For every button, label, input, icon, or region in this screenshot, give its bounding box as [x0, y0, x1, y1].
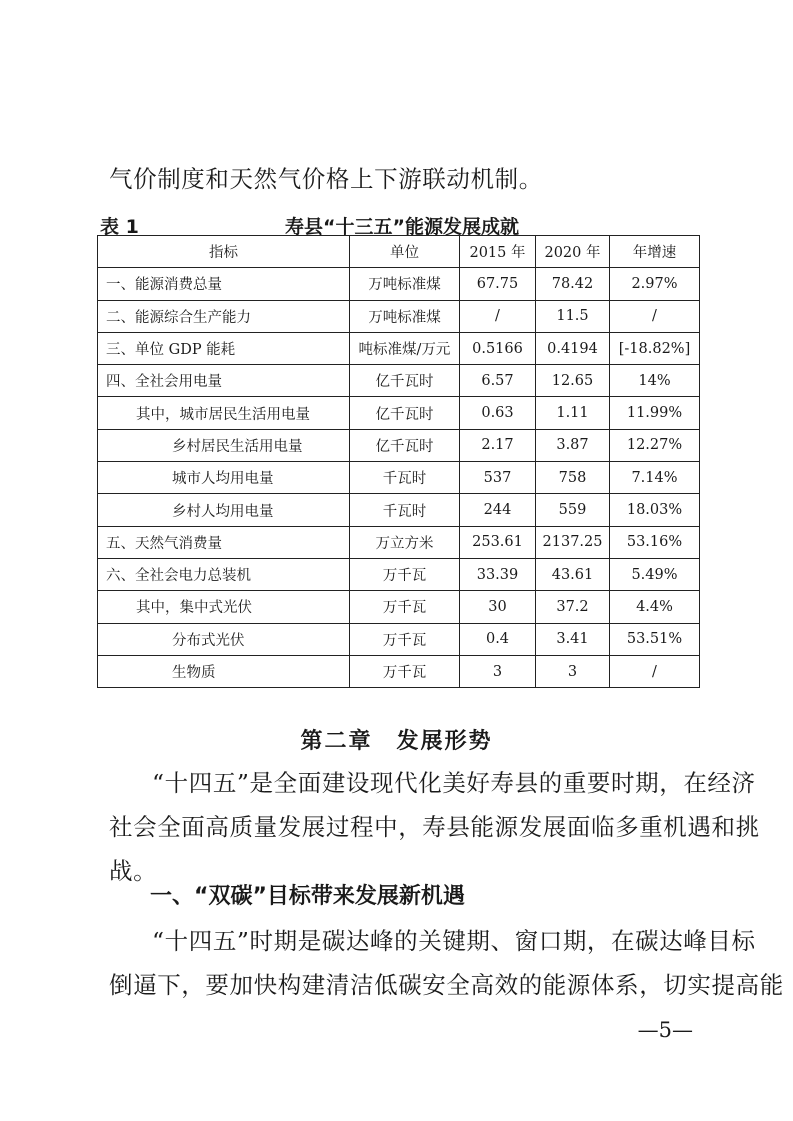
cell-indicator: 四、全社会用电量 — [98, 365, 350, 397]
cell-growth: / — [610, 300, 700, 332]
cell-growth: / — [610, 655, 700, 687]
paragraph-line: 倒逼下，要加快构建清洁低碳安全高效的能源体系，切实提高能 — [109, 971, 784, 999]
cell-unit: 万千瓦 — [350, 623, 460, 655]
cell-2015: 0.5166 — [460, 332, 536, 364]
cell-indicator: 其中，城市居民生活用电量 — [98, 397, 350, 429]
cell-unit: 万吨标准煤 — [350, 300, 460, 332]
cell-2020: 2137.25 — [536, 526, 610, 558]
cell-2020: 0.4194 — [536, 332, 610, 364]
paragraph-line: 社会全面高质量发展过程中，寿县能源发展面临多重机遇和挑 — [109, 813, 760, 841]
cell-growth: 53.16% — [610, 526, 700, 558]
table-header-row — [98, 236, 700, 268]
cell-2015: 537 — [460, 462, 536, 494]
cell-2015: 0.63 — [460, 397, 536, 429]
header-indicator: 指标 — [98, 236, 350, 268]
table-row — [98, 397, 700, 429]
cell-growth: 5.49% — [610, 558, 700, 590]
table-row — [98, 365, 700, 397]
cell-unit: 万千瓦 — [350, 655, 460, 687]
cell-indicator: 其中，集中式光伏 — [98, 591, 350, 623]
chapter-title: 第二章 发展形势 — [300, 729, 493, 754]
table-row — [98, 462, 700, 494]
cell-unit: 万立方米 — [350, 526, 460, 558]
cell-2020: 1.11 — [536, 397, 610, 429]
cell-2020: 11.5 — [536, 300, 610, 332]
cell-growth: 7.14% — [610, 462, 700, 494]
cell-indicator: 六、全社会电力总装机 — [98, 558, 350, 590]
table-row — [98, 558, 700, 590]
table-title: 寿县“十三五”能源发展成就 — [285, 216, 519, 238]
cell-unit: 千瓦时 — [350, 494, 460, 526]
header-2020: 2020 年 — [536, 236, 610, 268]
cell-growth: 14% — [610, 365, 700, 397]
cell-2020: 3.41 — [536, 623, 610, 655]
cell-2015: 2.17 — [460, 429, 536, 461]
paragraph-line: 战。 — [109, 857, 158, 885]
cell-indicator: 一、能源消费总量 — [98, 268, 350, 300]
cell-indicator: 分布式光伏 — [98, 623, 350, 655]
cell-indicator: 城市人均用电量 — [98, 462, 350, 494]
cell-growth: 4.4% — [610, 591, 700, 623]
energy-achievements-table — [97, 235, 700, 688]
table-row — [98, 300, 700, 332]
cell-unit: 亿千瓦时 — [350, 429, 460, 461]
table-row — [98, 494, 700, 526]
cell-2015: 67.75 — [460, 268, 536, 300]
table-row — [98, 268, 700, 300]
cell-unit: 亿千瓦时 — [350, 365, 460, 397]
table-row — [98, 623, 700, 655]
cell-2015: 6.57 — [460, 365, 536, 397]
table-row — [98, 526, 700, 558]
table-row — [98, 429, 700, 461]
cell-growth: [-18.82%] — [610, 332, 700, 364]
cell-unit: 万吨标准煤 — [350, 268, 460, 300]
cell-growth: 53.51% — [610, 623, 700, 655]
cell-indicator: 生物质 — [98, 655, 350, 687]
cell-2020: 3 — [536, 655, 610, 687]
cell-unit: 千瓦时 — [350, 462, 460, 494]
cell-2020: 559 — [536, 494, 610, 526]
cell-2020: 758 — [536, 462, 610, 494]
paragraph-line: “十四五”是全面建设现代化美好寿县的重要时期，在经济 — [152, 769, 756, 797]
cell-2020: 12.65 — [536, 365, 610, 397]
cell-indicator: 二、能源综合生产能力 — [98, 300, 350, 332]
header-growth: 年增速 — [610, 236, 700, 268]
cell-unit: 吨标准煤/万元 — [350, 332, 460, 364]
cell-growth: 18.03% — [610, 494, 700, 526]
cell-2015: 0.4 — [460, 623, 536, 655]
cell-growth: 12.27% — [610, 429, 700, 461]
cell-2015: 253.61 — [460, 526, 536, 558]
cell-2015: 30 — [460, 591, 536, 623]
cell-growth: 11.99% — [610, 397, 700, 429]
cell-unit: 万千瓦 — [350, 591, 460, 623]
header-unit: 单位 — [350, 236, 460, 268]
cell-indicator: 五、天然气消费量 — [98, 526, 350, 558]
cell-2015: / — [460, 300, 536, 332]
table-row — [98, 591, 700, 623]
intro-line: 气价制度和天然气价格上下游联动机制。 — [109, 165, 543, 193]
table-label: 表 1 — [100, 216, 139, 238]
cell-unit: 万千瓦 — [350, 558, 460, 590]
page-number: —5— — [637, 1018, 693, 1042]
cell-2020: 78.42 — [536, 268, 610, 300]
table-row — [98, 655, 700, 687]
cell-indicator: 乡村居民生活用电量 — [98, 429, 350, 461]
section-title: 一、“双碳”目标带来发展新机遇 — [150, 884, 465, 909]
cell-growth: 2.97% — [610, 268, 700, 300]
cell-indicator: 乡村人均用电量 — [98, 494, 350, 526]
header-2015: 2015 年 — [460, 236, 536, 268]
cell-indicator: 三、单位 GDP 能耗 — [98, 332, 350, 364]
cell-2015: 33.39 — [460, 558, 536, 590]
cell-2020: 3.87 — [536, 429, 610, 461]
table-row — [98, 332, 700, 364]
cell-2015: 3 — [460, 655, 536, 687]
cell-2020: 43.61 — [536, 558, 610, 590]
cell-unit: 亿千瓦时 — [350, 397, 460, 429]
paragraph-line: “十四五”时期是碳达峰的关键期、窗口期，在碳达峰目标 — [152, 927, 756, 955]
cell-2015: 244 — [460, 494, 536, 526]
cell-2020: 37.2 — [536, 591, 610, 623]
